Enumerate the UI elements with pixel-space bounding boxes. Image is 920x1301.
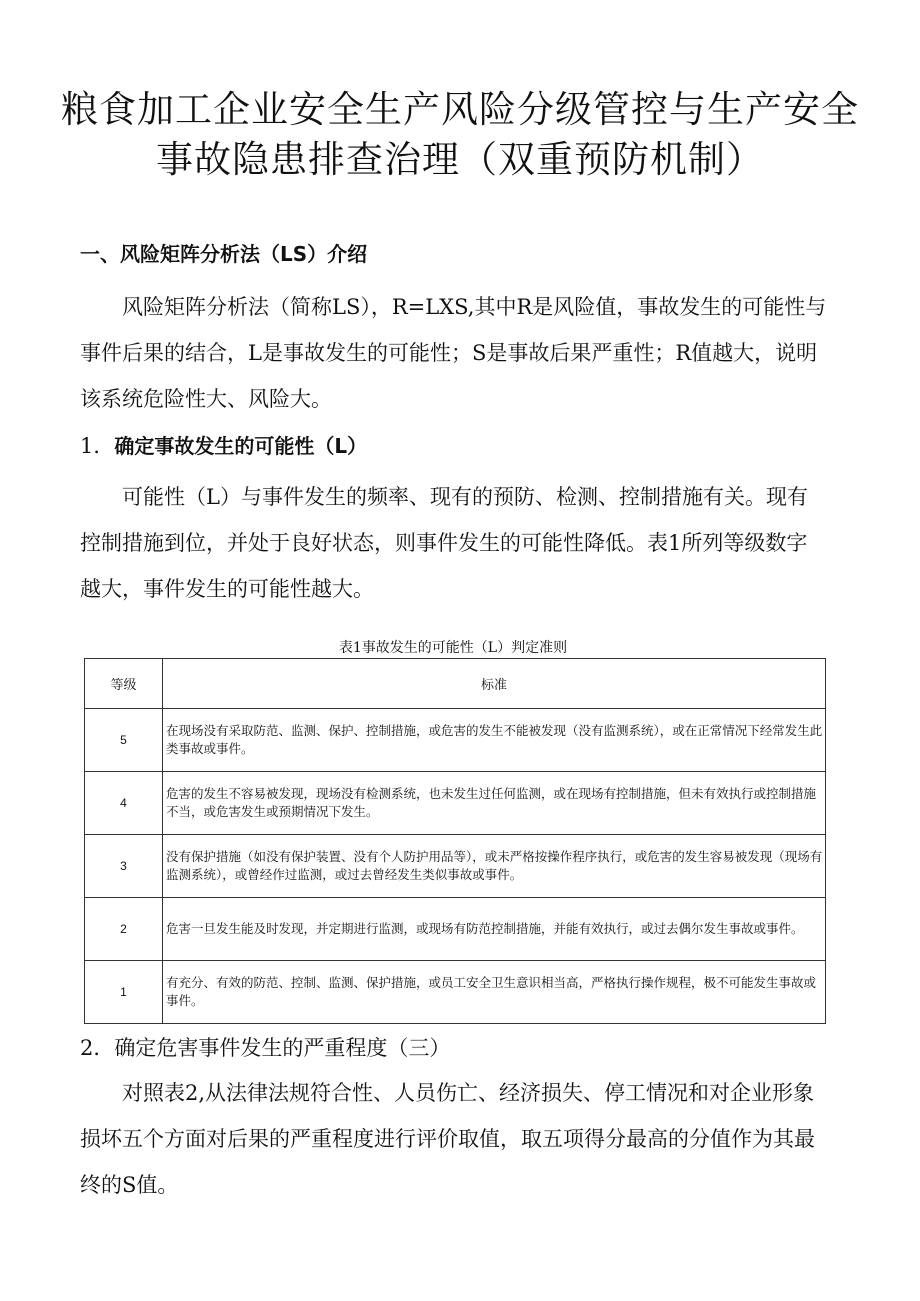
paragraph-line: 终的S值。 <box>80 1173 179 1197</box>
row-level: 3 <box>85 835 163 898</box>
subheading-severity <box>80 1032 450 1062</box>
row-level: 4 <box>85 772 163 835</box>
paragraph-line: 可能性（L）与事件发生的频率、现有的预防、检测、控制措施有关。现有 <box>122 485 808 509</box>
table-row <box>85 709 826 772</box>
subheading-number: 2． <box>80 1036 115 1060</box>
paragraph-line: 风险矩阵分析法（简称LS），R=LXS,其中R是风险值，事故发生的可能性与 <box>122 295 827 319</box>
document-title-line-2: 事故隐患排查治理（双重预防机制） <box>156 138 764 181</box>
table-row <box>85 898 826 961</box>
row-level: 5 <box>85 709 163 772</box>
table-row <box>85 961 826 1024</box>
document-title-line-1: 粮食加工企业安全生产风险分级管控与生产安全 <box>61 88 859 131</box>
likelihood-criteria-table <box>84 658 826 1024</box>
intro-paragraph <box>80 284 840 422</box>
row-criterion: 危害一旦发生能及时发现，并定期进行监测，或现场有防范控制措施，并能有效执行，或过去偶尔发生事故或事件。 <box>163 898 826 961</box>
subheading-likelihood <box>80 430 367 460</box>
likelihood-paragraph <box>80 474 840 612</box>
subheading-number: 1． <box>80 434 115 458</box>
table-caption: 表1事故发生的可能性（L）判定准则 <box>338 640 568 656</box>
row-level: 2 <box>85 898 163 961</box>
paragraph-line: 越大，事件发生的可能性越大。 <box>80 577 374 601</box>
section-heading-ls-intro: 一、风险矩阵分析法（LS）介绍 <box>80 242 368 266</box>
paragraph-line: 对照表2,从法律法规符合性、人员伤亡、经济损失、停工情况和对企业形象 <box>122 1081 815 1105</box>
subheading-text: 确定事故发生的可能性（L） <box>114 434 368 458</box>
header-criterion: 标准 <box>163 659 826 709</box>
row-criterion: 危害的发生不容易被发现，现场没有检测系统，也未发生过任何监测，或在现场有控制措施，但未有效执行或控制措施不当，或危害发生或预期情况下发生。 <box>163 772 826 835</box>
row-criterion: 在现场没有采取防范、监测、保护、控制措施，或危害的发生不能被发现（没有监测系统），或在正常情况下经常发生此类事故或事件。 <box>163 709 826 772</box>
table-row <box>85 772 826 835</box>
table-row <box>85 835 826 898</box>
row-level: 1 <box>85 961 163 1024</box>
paragraph-line: 控制措施到位，并处于良好状态，则事件发生的可能性降低。表1所列等级数字 <box>80 531 808 555</box>
paragraph-line: 该系统危险性大、风险大。 <box>80 387 332 411</box>
row-criterion: 没有保护措施（如没有保护装置、没有个人防护用品等），或未严格按操作程序执行，或危害的发生容易被发现（现场有监测系统），或曾经作过监测，或过去曾经发生类似事故或事件。 <box>163 835 826 898</box>
paragraph-line: 事件后果的结合，L是事故发生的可能性；S是事故后果严重性；R值越大，说明 <box>80 341 818 365</box>
table-header-row <box>85 659 826 709</box>
paragraph-line: 损坏五个方面对后果的严重程度进行评价取值，取五项得分最高的分值作为其最 <box>80 1127 815 1151</box>
row-criterion: 有充分、有效的防范、控制、监测、保护措施，或员工安全卫生意识相当高，严格执行操作规程，极不可能发生事故或事件。 <box>163 961 826 1024</box>
header-level: 等级 <box>85 659 163 709</box>
subheading-text: 确定危害事件发生的严重程度（三） <box>114 1036 451 1060</box>
severity-paragraph <box>80 1070 840 1208</box>
